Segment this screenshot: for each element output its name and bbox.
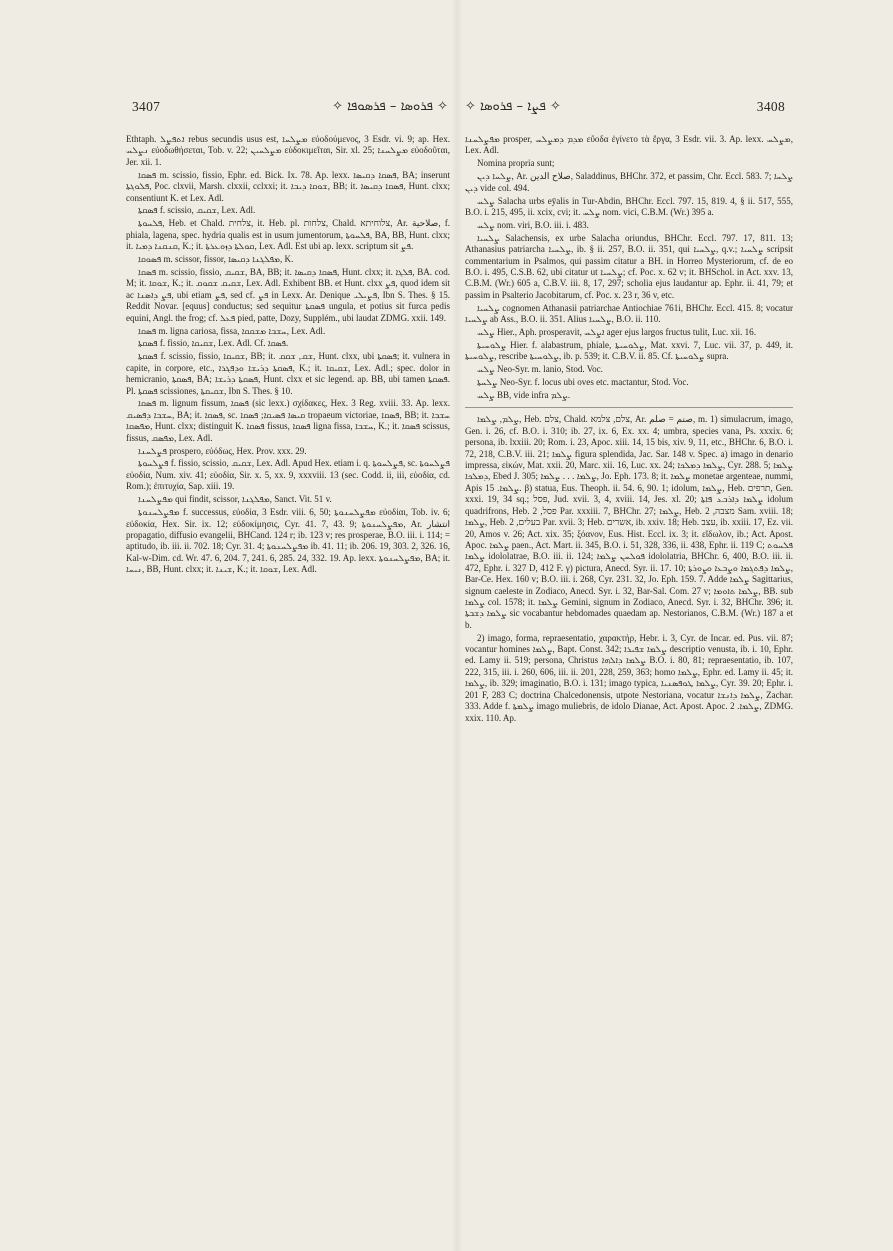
dictionary-entry: ܡܦܨܠܚܢܐ prosper, ܡܕܡ ܕܡܨܠܚ εὔοδα ἐγίνετο τὰ ἔργα, 3 Esdr. vii. 3. Ap. lexx. ܡܨܠܚ, Lex. Adl.: [465, 134, 793, 156]
dictionary-entry: ܨܠܚܝܐ cognomen Athanasii patriarchae Antiochiae 761i, BHChr. Eccl. 415. 8; vocatur ܨܠܚܝܐ ab Ass., B.O. ii. 351. Alius ܨܠܚܝܐ, B.O. ii. 110.: [465, 302, 793, 325]
dictionary-entry: ܦܣܩܐ m. scissio, fissio, Ephr. ed. Bick. Ix. 78. Ap. lexx. ܦܣܩܐ ܕܩܝܣܐ, BA; inserunt ܦܠܘܓܬܐ, Poc. clxvii, Marsh. clxxii, cclxxi; it. ܫܘܩܐ ܕܝܒܐ, BB; it. ܦܣܩܐ ܕܩܝܣܐ, Hunt. clxx; consentiunt K. et Lex. Adl.: [126, 169, 450, 203]
dictionary-entry: ܦܣܩܐ m. lignum fissum, ܦܣܩܐ (sic lexx.) σχίδακες, Hex. 3 Reg. xviii. 33. Ap. lexx. ܚܫܒܐ ܕܦܣܝܩ, BA; it. ܦܣܩܐ, sc. ܩܝܣܐ ܦܣܝܩܐ; ܦܣܩܐ tropaeum victoriae, ܦܣܩܐ, BB; it. ܚܫܒܐ ܡܦܣܩܐ, Hunt. clxx; distinguit K. ܦܣܩܐ fissus, ܦܣܩܐ ligna fissa, ܚܫܒܐ, K.; it. ܦܣܩܐ scissus, fissus, ܡܦܣܩ, Lex. Adl.: [126, 398, 450, 443]
dictionary-entry: ܨܠܡ, ܨܠܡܐ, Heb. צלם, Chald. צלם, צלמא, Ar. صنم = صلم, m. 1) simulacrum, imago, Gen. i. 26, cf. B.O. i. 310; ib. 27, ix. 6, Ex. xx. 4; umbra, species vana, Ps. xxxix. 6; persona, ib. lxxiii. 20; Rom. i. 23, Apoc. xiii. 14, 15 bis, xiv. 9, 11, etc., BHChr. 6, B.O. i. 72, 218, C.B.V. iii. 21; ܨܠܡܐ figura splendida, Jac. Sar. 148 v. Spec. a) imago in denario impressa, εἰκών, Mat. xxii. 20, Marc. xii. 16, Luc. xx. 24; ܨܠܡܐ ܕܡܠܟܐ, Cyr. 288. 5; ܨܠܡܐ ܕܡܠܟܐ, Ebed J. 305; ܨܠܡܐ . . . ܨܠܡܐ, Jo. Eph. 173. 8; it. ܨܠܡܐ monetae argenteae, nummi, Apis ܨܠܡܐ. 15. β) statua, Eus. Theoph. ii. 54. 6, 90. 1; idolum, ܨܠܡܐ, Heb. תרפים, Gen. xxxi. 19, 34 sq.; פסל, Jud. xvii. 3, 4, xviii. 14, Jes. xl. 20; ܨܠܡܐ ܕܐܪܒܥ ܦܐܬܐ idolum quadrifrons, Heb. פסל, 2 Par. xxxiii. 7, BHChr. 27; ܨܠܡܐ, Heb. מצבה, 2 Sam. xviii. 18; ܨܠܡܐ, Heb. בעלים, 2 Par. xvii. 3; Heb. אשרים, ib. xxiv. 18; Heb. עצב, ib. xxiii. 17, Ez. vii. 20, Amos v. 26; Act. xix. 35; ξόανον, Eus. Hist. Eccl. ix. 3; it. εἴδωλον, ib.; Act. Apost. Apoc. ܨܠܡܐ paen., Act. Mart. ii. 345, B.O. i. 51, 328, 336, ii. 438, Ephr. ii. 119 C; ܦܠܚܘܬ ܨܠܡܐ idololatrae, B.O. iii. ii. 124; ܦܘܠܚܢ ܨܠܡܐ idololatria, BHChr. 6, 400, B.O. iii. ii. 472, Ephr. i. 327 D, 412 F. γ) pictura, Anecd. Syr. ii. 17. 10; ܨܠܡܐ ܕܦܬܓܡܐ ܘܨܒܥܐ ܘܨܘܪܬܐ, Bar-Ce. Hex. 160 v; B.O. iii. i. 268, Cyr. 231. 32, Jo. Eph. 159. 7. Adde ܨܠܡܐ Sagittarius, signum caeleste in Zodiaco, Anecd. Syr. i. 32, Bar-Sal. Com. 27 v; ܨܠܡܐ ܬܐܘܡܐ, BB. sub ܨܠܡܐ col. 1578; it. ܨܠܡܐ Gemini, signum in Zodiaco, Anecd. Syr. i. 32, BHChr. 396; it. ܨܠܡܐ ܕܫܒܬܐ sic vocabantur hebdomades quaedam ap. Nestorianos, C.B.M. (Wr.) 187 a et b.: [465, 414, 794, 630]
dictionary-entry: ܦܠܚܘܬܐ, Heb. et Chald. צלחית, it. Heb. pl. צלחות, Chald. צלוחיתא, Ar. صلاحية, f. phiala, lagena, spec. hydria qualis est in usum jumentorum, ܦܠܚܘܬܐ, BA, BB, Hunt. clxx; it. ܩܢܩܢܐ ܕܡܝܐ, K.; it. ܩܘܠܬܐ ܕܙܘܥܪܬܐ, Lex. Adl. Est ubi ap. lexx. scriptum sit ܦܨ.: [126, 218, 450, 252]
dictionary-entry: ܦܣܩܬܐ f. scissio, fissio, ܫܩܝܩܐ, BB; it. ܫܩ, ܫܩܩ, Hunt. clxx, ubi ܦܣܩܬܐ; it. vulnera in capite, in corpore, etc., ܦܣܩܬܐ ܕܪܝܫܐ ܘܕܦܓܪܐ, K.; it. ܫܩܝܩܐ, Lex. Adl.; spec. dolor in hemicranio, ܦܣܩܬܐ, BA; ܦܣܩܬܐ ܕܪܝܫܐ, Hunt. clxx et sic legend. ap. BB, ubi tamen ܦܣܩܬܐ. Pl. ܦܣܩܬܐ scissiones, ܫܩܝܩܬܐ, Ibn S. Thes. § 10.: [126, 351, 451, 396]
dictionary-entry: Ethtaph. ܐܬܦܨܠ rebus secundis usus est, ܡܨܠܚܐ εὐοδούμενος, 3 Esdr. vi. 9; ap. Hex. ܢܨܠܚ εὐοδωθήσεται, Tob. v. 22; ܡܨܠܚܝܢ εὐδοκιμεῖται, Sir. xl. 25; ܡܨܠܚܢܐ εὐοδοῦται, Jer. xii. 1.: [126, 134, 450, 167]
dictionary-entry: ܨܠܘܚܝܬܐ Hier. f. alabastrum, phiale, ܨܠܘܚܝܬܐ, Mat. xxvi. 7, Luc. vii. 37, p. 449, it. ܨܠܘܚܝܬܐ, rescribe ܨܠܘܚܝܬܐ, ib. p. 539; it. C.B.V. ii. 85. Cf. ܨܠܘܚܝܬܐ supra.: [465, 339, 793, 362]
column-gutter: [452, 0, 462, 1251]
left-running-title: ✧ ܦܪܘܣܐ – ܦܪܣܘܦܐ ✧: [332, 99, 448, 114]
section-divider: [465, 407, 793, 408]
right-page-header: [465, 96, 785, 118]
dictionary-entry: 2) imago, forma, repraesentatio, χαρακτήρ, Hebr. i. 3, Cyr. de Incar. ed. Pus. vii. 87; vocantur homines ܨܠܡܐ, Bapt. Const. 342; ܨܠܡܐ ܫܦܝܪܐ descriptio venusta, ib. i. 10, Ephr. ed. Lamy ii. 519; persona, Christus ܨܠܡܐ ܕܐܠܗܐ B.O. i. 80, 81; repraesentatio, ib. 107, 222, 315, iii. i. 260, 606, iii. ii. 201, 228, 259, 363; homo ܨܠܡܐ, Ephr. ed. Lamy ii. 45; it. ܨܠܡܐ, ib. 329; imaginatio, B.O. i. 131; imago typica, ܨܠܡܐ ܛܘܦܣܢܝܐ, Cyr. 39. 20; Ephr. i. 201 F, 283 C; doctrina Chalcedonensis, utpote Nestoriana, vocatur ܨܠܡܐ ܕܐܢܫܐ, Zachar. 333. Adde f. ܨܠܡܬܐ imago muliebris, de idolo Dianae, Act. Apost. Apoc. ܨܠܡܐ. 2, ZDMG. xxix. 110. Ap.: [465, 632, 794, 723]
dictionary-entry: ܨܠܚܐ ܕܝܢ, Ar. صلاح الدين, Saladdinus, BHChr. 372, et passim, Chr. Eccl. 583. 7; ܨܠܚܐ ܕܝܢ vide col. 494.: [465, 171, 794, 193]
dictionary-entry: ܨܠܚ Neo-Syr. m. lanio, Stod. Voc.: [477, 364, 603, 375]
dictionary-entry: ܨܠܚ Hier., Aph. prosperavit, ܐܨܠܚ ager ejus largos fructus tulit, Luc. xii. 16.: [477, 327, 756, 337]
right-column: [465, 134, 793, 725]
dictionary-entry: ܦܨܠܚܘܬܐ f. fissio, scissio, ܫܩܝܩ, Lex. Adl. Apud Hex. etiam i. q. ܦܨܠܚܘܬܐ, sc. ܦܨܠܚܘܬܐ εὐοδία, Num. xiv. 41; εὐοδία, Sir. x. 5, xx. 9, xxxviii. 13 (sec. Codd. ii, iii, εὐοδία, cd. Rom.); ἐπιτυχία, Sap. xiii. 19.: [126, 458, 451, 492]
dictionary-entry: ܨܠܚ BB, vide infra ܨܠܡ.: [477, 390, 571, 401]
dictionary-entry: ܨܠܚ nom. viri, B.O. iii. i. 483.: [477, 219, 589, 230]
dictionary-entry: ܡܦܨܠܚܢܘܬܐ f. successus, εὐοδία, 3 Esdr. viii. 6, 50; ܡܦܨܠܚܢܘܬܐ εὐοδίαι, Tob. iv. 6; εὐδοκία, Hex. Sir. ix. 12; εὐδοκίμησις, Cyr. 41. 7, 43. 9; ܡܦܨܠܚܢܘܬܐ, Ar. انتشار propagatio, diffusio evangelii, BHCand. 124 r; ib. 123 v; res prosperae, B.O. iii. i. 114; = aptitudo, ib. iii. ii. 702. 18; Cyr. 31. 4; ܡܦܨܠܚܢܘܬܐ ib. 41. 11; ib. 206. 19, 303. 2, 326. 16, Kal-w-Dim. cd. Wr. 47. 6, 204. 7, 241. 6, 285. 24, 332. 19. Ap. lexx. ܡܦܨܠܚܢܘܬܐ, BA; it. ܢܝܚܐ, BB, Hunt. clxx; it. ܫܝܢܐ, K.; it. ܫܘܩܐ, Lex. Adl.: [126, 507, 451, 575]
dictionary-entry: ܡܦܨܠܚܢܐ qui findit, scissor, ܡܦܠܓܢܐ, Sanct. Vit. 51 v.: [138, 494, 332, 505]
dictionary-entry: ܦܣܘܩܐ m. scissor, fissor, ܡܦܠܓܢܐ ܕܩܝܣܐ, K.: [138, 254, 294, 265]
dictionary-entry: ܦܣܩܐ m. ligna cariosa, fissa, ܚܫܒܐ ܡܫܩܩܐ, Lex. Adl.: [138, 325, 326, 336]
dictionary-entry: ܨܠܚ Salacha urbs eȳalis in Tur-Abdin, BHChr. Eccl. 797. 15, 819. 4, § ii. 517, 555, B.O. i. 215, 495, ii. xcix, cvi; it. ܨܠܚ nom. vici, C.B.M. (Wr.) 395 a.: [465, 195, 793, 217]
dictionary-entry: Nomina propria sunt;: [477, 158, 555, 169]
dictionary-entry: ܨܠܚܝܐ Salachensis, ex urbe Salacha oriundus, BHChr. Eccl. 797. 17, 811. 13; Athanasius patriarcha ܨܠܚܝܐ, ib. § ii. 257, B.O. ii. 351, qui ܨܠܚܝܐ, q.v.; ܨܠܚܝܐ scripsit commentarium in Psalmos, qui passim citatur a BH. in Horreo Mysteriorum, cf. de eo B.O. i. 495, C.S.B. 62, ubi citatur ut ܨܠܚܝܐ; cf. Poc. x. 62 v; it. BHSchol. in Act. xxv. 13, C.B.M. (Wr.) 605 a, C.B.V. iii. 8, 17, 297; scholia ejus laudantur ap. Ephr. ii. 41, 79; et passim in Psalterio Jacobitarum, cf. Poc. x. 23 r, 36 v, etc.: [465, 232, 793, 300]
left-page-header: [132, 96, 448, 118]
right-page-number: 3408: [756, 99, 785, 114]
dictionary-entry: ܦܨܠܚܢܐ prospero, εὐόδως, Hex. Prov. xxx. 29.: [138, 445, 307, 456]
dictionary-entry: ܨܠܚܬܐ Neo-Syr. f. locus ubi oves etc. mactantur, Stod. Voc.: [477, 377, 689, 388]
dictionary-entry: ܦܣܩܐ m. scissio, fissio, ܫܩܝܩ, BA, BB; it. ܦܣܩܐ ܕܩܝܣܐ, Hunt. clxx; it. ܦܠܓܐ, BA. cod. M; it. ܫܘܩܐ, K.; it. ܫܩܝܩ ܫܩܘܩ, Lex. Adl. Exhibent BB. et Hunt. clxx ܦܨ, quod idem sit ac ܦܨ ܕܐܣܢܐ, ubi etiam ܦܨ, sed cf. ܦܨ in Lexx. Ar. Denique ܦܨܝܠܝ, Ibn S. Thes. § 15. Reddit Novar. [equus] conductus; sed sequitur ܦܣܩܬܐ ungula, et potius sit furca pedis equini, Angl. the frog; cf. ܦܥܠ pied, patte, Dozy, Supplém., ubi laudat ZDMG. xxii. 149.: [126, 266, 451, 323]
dictionary-entry: ܦܣܩܬܐ f. scissio, ܫܩܝܩ, Lex. Adl.: [138, 205, 256, 216]
left-column: [126, 134, 450, 577]
dictionary-entry: ܦܣܩܬܐ f. fissio, ܫܩܝܩܐ, Lex. Adl. Cf. ܦܣܩܐ.: [138, 338, 289, 349]
left-page-number: 3407: [132, 99, 161, 114]
right-running-title: ✧ ܦܨܐ – ܦܪܘܣܐ ✧: [465, 99, 561, 114]
